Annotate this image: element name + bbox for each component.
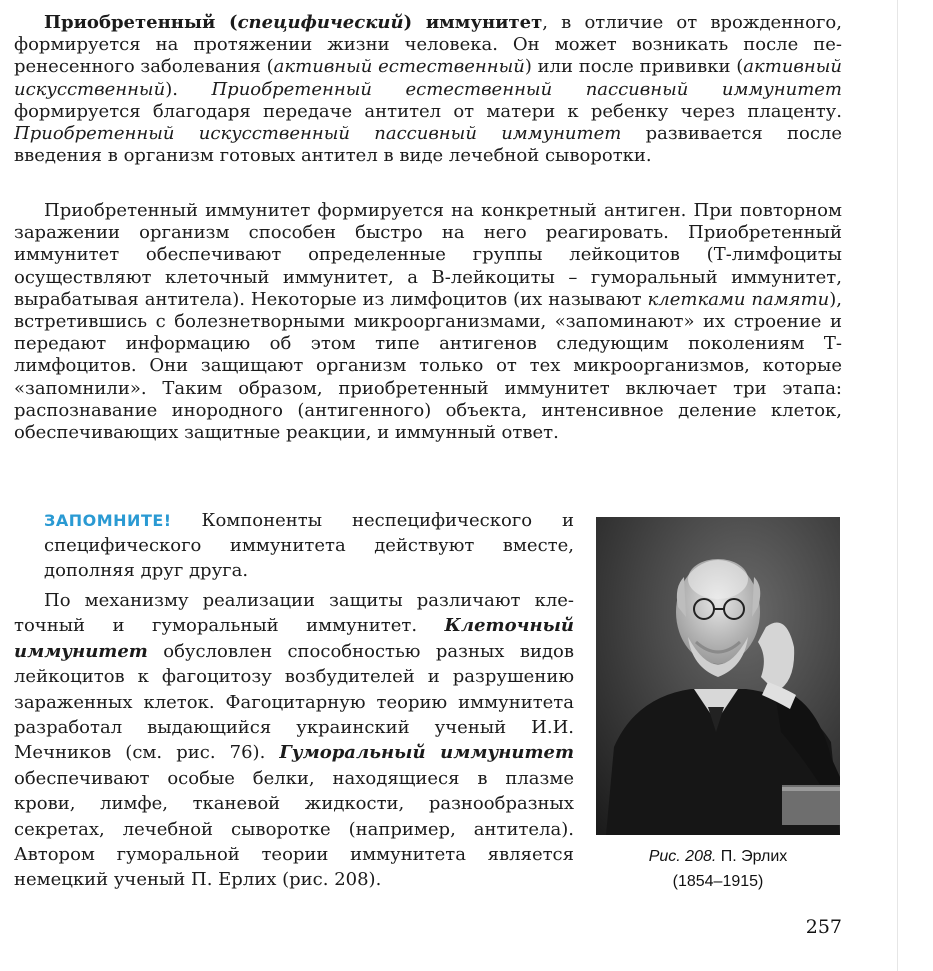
- term-artificial-passive: Приобретенный искусственный пассивный иммунитет: [14, 123, 622, 145]
- page-edge-divider: [897, 0, 898, 971]
- term-acquired-immunity: Приобретенный (специфический) иммунитет: [44, 12, 543, 33]
- ehrlich-portrait-photo: [596, 517, 840, 835]
- page-number: 257: [805, 916, 842, 938]
- paragraph-antigen-response: Приобретенный иммунитет формируется на конкретный антиген. При повторном заражении организм способен быстро на него реагировать. Приобретенный иммунитет обеспечивают определенные группы лейкоцитов (Т-лимфоциты осуществляют клеточный иммунитет, а В-лейкоциты – гуморальный иммунитет, вырабатывая антитела). Некоторые из лимфоцитов (их называют клетками памяти), встретившись с болезнетворными микроорганизмами, «запоминают» их строение и передают информацию об этом типе антигенов следующим поколениям Т-лимфоцитов. Они защищают организм только от тех микроорганизмов, которые «запомнили». Таким образом, приобретенный иммунитет включает три этапа: распознавание инородного (антигенного) объекта, интенсивное деление клеток, обеспечивающих защитные реакции, и иммунный ответ.: [14, 200, 842, 444]
- term-active-natural: активный естественный: [273, 56, 525, 78]
- paragraph-immunity-mechanism: По механизму реализации защиты различают клеточный и гуморальный иммунитет. Клеточный иммунитет обусловлен способностью разных видов лейкоцитов к фагоцитозу возбудителей и разрушению зараженных клеток. Фагоцитарную теорию иммунитета разработал выдающийся украинский ученый И.И. Мечников (см. рис. 76). Гуморальный иммунитет обеспечивают особые белки, находящиеся в плазме крови, лимфе, тканевой жидкости, разнообразных секретах, лечебной сыворотке (например, антитела). Автором гуморальной теории иммунитета является немецкий ученый П. Ерлих (рис. 208).: [14, 590, 574, 891]
- remember-note: ЗАПОМНИТЕ! Компоненты неспецифического и специфического иммунитета действуют вместе, дополняя друг друга.: [44, 510, 574, 581]
- figure-caption: [596, 844, 840, 894]
- paragraph-acquired-immunity: Приобретенный (специфический) иммунитет, в отличие от врожденного, формируется на протяжении жизни человека. Он может возникать после перенесенного заболевания (активный естественный) или после прививки (активный искусственный). Приобретенный естественный пассивный иммунитет формируется благодаря передаче антител от матери к ребенку через плаценту. Приобретенный искусственный пассивный иммунитет развивается после введения в организм готовых антител в виде лечебной сыворотки.: [14, 12, 843, 167]
- term-humoral-immunity: Гуморальный иммунитет: [279, 742, 574, 764]
- term-memory-cells: клетками памяти: [647, 288, 830, 310]
- term-active-artificial: активный искусственный: [14, 56, 843, 100]
- term-cellular-immunity: Клеточный иммунитет: [14, 615, 574, 662]
- figure-years: (1854–1915): [672, 873, 764, 890]
- figure-label: Рис. 208.: [648, 848, 717, 865]
- figure-person-name: П. Эрлих: [716, 848, 788, 865]
- remember-label: ЗАПОМНИТЕ!: [44, 511, 172, 530]
- term-natural-passive: Приобретенный естественный пассивный иммунитет: [211, 78, 842, 100]
